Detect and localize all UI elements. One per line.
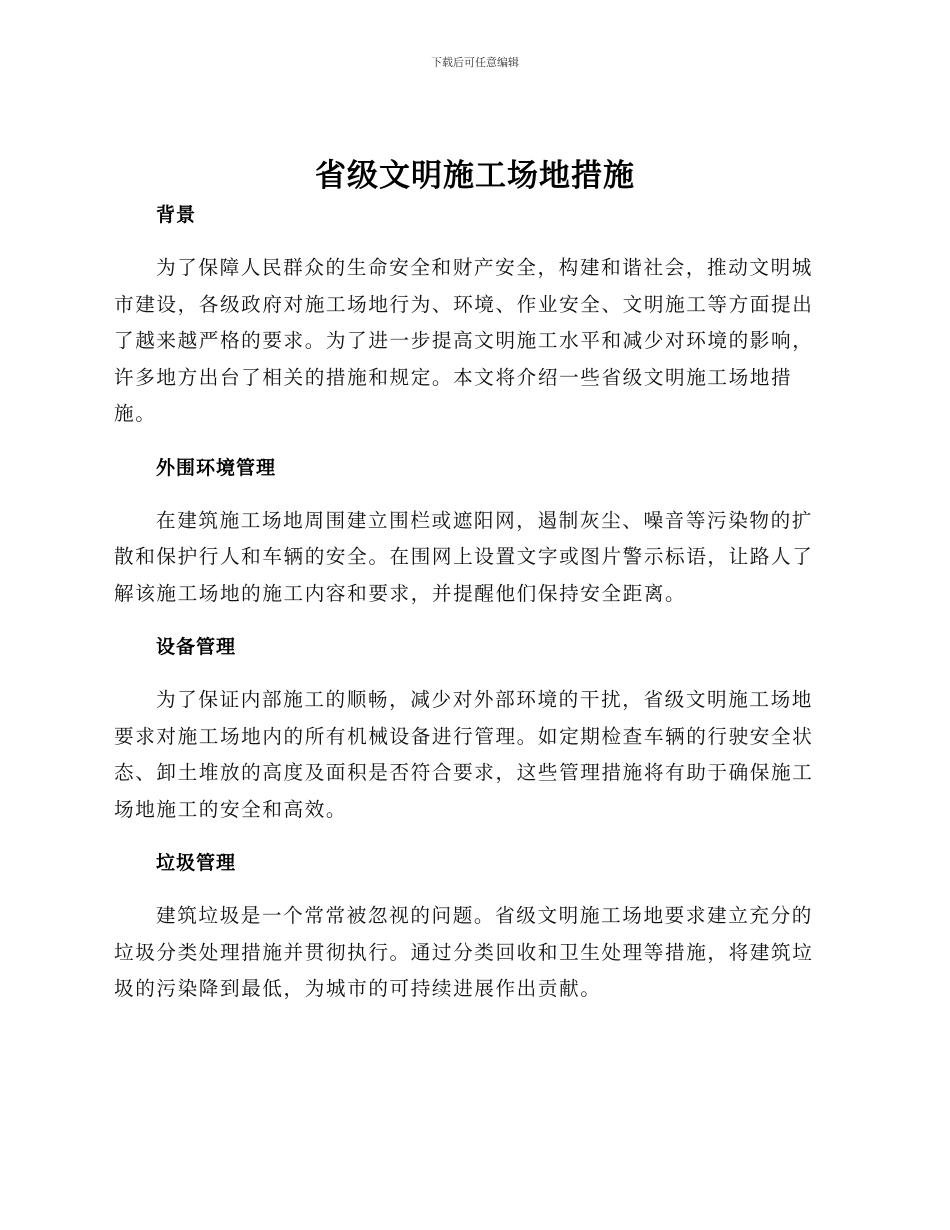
- section-background: [114, 198, 834, 433]
- section-heading: 设备管理: [156, 636, 237, 658]
- section-paragraph: 在建筑施工场地周围建立围栏或遮阳网，遏制灰尘、噪音等污染物的扩散和保护行人和车辆的安全。在围网上设置文字或图片警示标语，让路人了解该施工场地的施工内容和要求，并提醒他们保持安全距离。: [114, 508, 814, 605]
- section-paragraph: 为了保障人民群众的生命安全和财产安全，构建和谐社会，推动文明城市建设，各级政府对施工场地行为、环境、作业安全、文明施工等方面提出了越来越严格的要求。为了进一步提高文明施工水平和减少对环境的影响，许多地方出台了相关的措施和规定。本文将介绍一些省级文明施工场地措施。: [114, 256, 814, 425]
- section-heading: 垃圾管理: [156, 852, 237, 874]
- section-heading: 背景: [156, 204, 197, 226]
- page-title: 省级文明施工场地措施: [315, 158, 635, 194]
- section-waste: [114, 846, 834, 1008]
- header-note: 下载后可任意编辑: [431, 56, 519, 69]
- section-paragraph: 为了保证内部施工的顺畅，减少对外部环境的干扰，省级文明施工场地要求对施工场地内的所有机械设备进行管理。如定期检查车辆的行驶安全状态、卸土堆放的高度及面积是否符合要求，这些管理措施将有助于确保施工场地施工的安全和高效。: [114, 688, 814, 821]
- section-perimeter-environment: [114, 451, 834, 613]
- section-equipment: [114, 630, 834, 828]
- section-heading: 外围环境管理: [156, 456, 277, 479]
- section-paragraph: 建筑垃圾是一个常常被忽视的问题。省级文明施工场地要求建立充分的垃圾分类处理措施并贯彻执行。通过分类回收和卫生处理等措施，将建筑垃圾的污染降到最低，为城市的可持续进展作出贡献。: [114, 904, 814, 1000]
- document-content: [114, 198, 834, 1026]
